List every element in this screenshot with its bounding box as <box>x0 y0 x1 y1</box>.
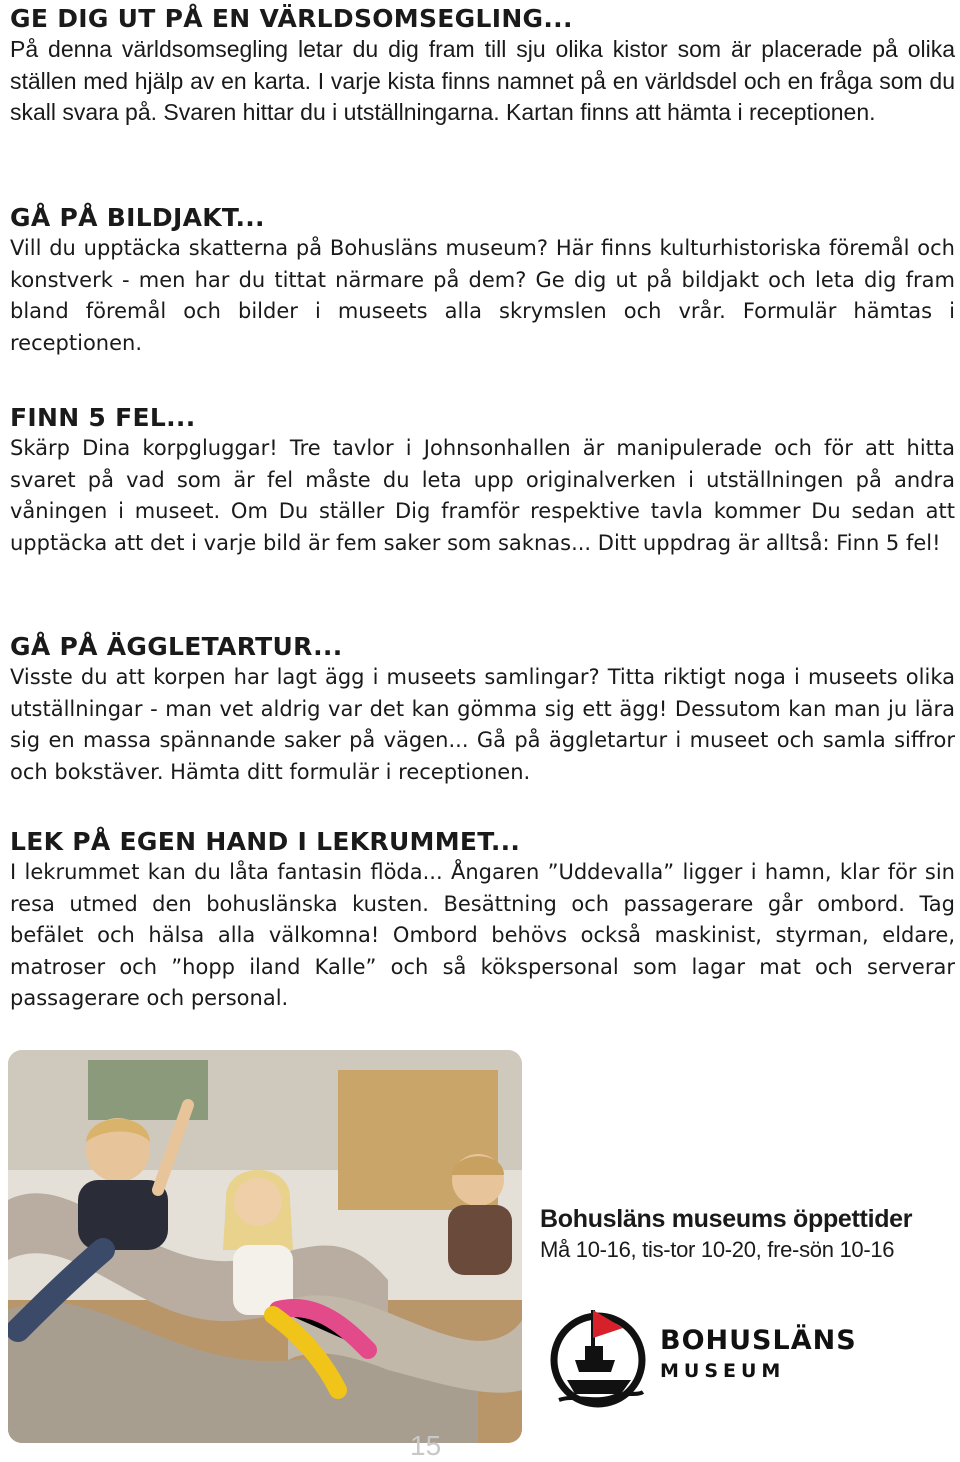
section-world-voyage <box>10 4 955 129</box>
ship-emblem-icon <box>545 1300 655 1410</box>
section-heading: GÅ PÅ ÄGGLETARTUR... <box>10 632 343 661</box>
section-heading: LEK PÅ EGEN HAND I LEKRUMMET... <box>10 827 521 856</box>
section-text: Skärp Dina korpgluggar! Tre tavlor i Johnsonhallen är manipulerade och för att hitta svaret på vad som är fel måste du leta upp originalverken i utställningen på andra våningen i museet. Om Du ställer Dig framför respektive tavla kommer Du sedan att upptäcka att det i varje bild är fem saker som saknas... Ditt uppdrag är alltså: Finn 5 fel! <box>10 436 955 555</box>
opening-hours <box>540 1203 960 1265</box>
bohuslans-museum-logo <box>545 1300 857 1410</box>
opening-hours-text: Må 10-16, tis-tor 10-20, fre-sön 10-16 <box>540 1237 895 1262</box>
section-find-5-errors <box>10 403 955 559</box>
section-picture-hunt <box>10 203 955 359</box>
section-heading: GE DIG UT PÅ EN VÄRLDSOMSEGLING... <box>10 4 573 33</box>
section-heading: FINN 5 FEL... <box>10 403 196 432</box>
opening-hours-title: Bohusläns museums öppettider <box>540 1205 913 1233</box>
page-number: 15 <box>410 1430 442 1461</box>
logo-subtitle: MUSEUM <box>660 1360 786 1382</box>
section-text: Vill du upptäcka skatterna på Bohusläns museum? Här finns kulturhistoriska föremål och konstverk - men har du tittat närmare på dem? Ge dig ut på bildjakt och leta dig fram bland föremål och bilder i museets alla skrymslen och vrår. Formulär hämtas i receptionen. <box>10 236 955 355</box>
logo-name: BOHUSLÄNS <box>660 1325 857 1356</box>
section-egg-hunt <box>10 632 955 788</box>
section-playroom <box>10 827 955 1015</box>
section-text: Visste du att korpen har lagt ägg i museets samlingar? Titta riktigt noga i museets olika utställningar - man vet aldrig var det kan gömma sig ett ägg! Dessutom kan man ju lära sig en massa spännande saker på vägen... Gå på äggletartur i museet och samla siffror och bokstäver. Hämta ditt formulär i receptionen. <box>10 665 955 784</box>
section-heading: GÅ PÅ BILDJAKT... <box>10 203 265 232</box>
children-on-lounge-chairs-photo <box>8 1050 522 1443</box>
section-text: I lekrummet kan du låta fantasin flöda... Ångaren ”Uddevalla” ligger i hamn, klar för sin resa utmed den bohuslänska kusten. Besättning och passagerare går ombord. Tag befälet och hälsa alla välkomna! Ombord behövs också maskinist, styrman, eldare, matroser och ”hopp iland Kalle” och så kökspersonal som lagar mat och serverar passagerare och personal. <box>10 860 955 1010</box>
section-text: På denna världsomsegling letar du dig fram till sju olika kistor som är placerade på olika ställen med hjälp av en karta. I varje kista finns namnet på en världsdel och en fråga som du skall svara på. Svaren hittar du i utställningarna. Kartan finns att hämta i receptionen. <box>10 36 955 125</box>
